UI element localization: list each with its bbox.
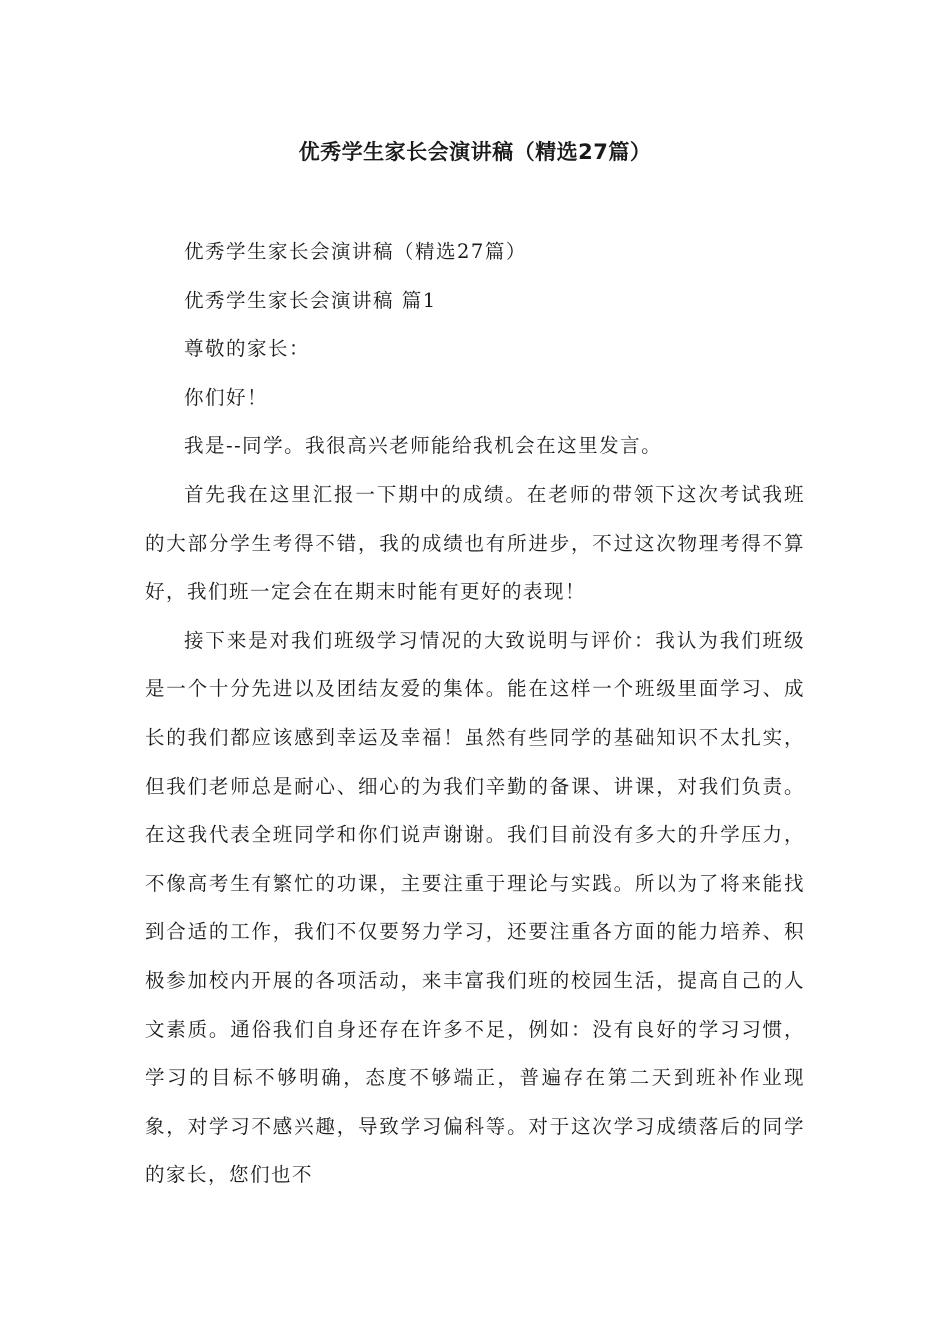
paragraph-salutation: 尊敬的家长： bbox=[184, 337, 311, 361]
paragraph-greeting: 你们好！ bbox=[184, 385, 269, 409]
paragraph-grades-report: 首先我在这里汇报一下期中的成绩。在老师的带领下这次考试我班的大部分学生考得不错，我的成绩也有所进步，不过这次物理考得不算好，我们班一定会在在期末时能有更好的表现！ bbox=[145, 482, 805, 604]
document-body bbox=[145, 228, 805, 1200]
paragraph-section-heading: 优秀学生家长会演讲稿 篇1 bbox=[184, 288, 437, 312]
document-title: 优秀学生家长会演讲稿（精选27篇） bbox=[298, 140, 652, 164]
paragraph-subtitle: 优秀学生家长会演讲稿（精选27篇） bbox=[184, 240, 527, 263]
paragraph-introduction: 我是--同学。我很高兴老师能给我机会在这里发言。 bbox=[184, 434, 663, 458]
paragraph-class-evaluation: 接下来是对我们班级学习情况的大致说明与评价：我认为我们班级是一个十分先进以及团结友爱的集体。能在这样一个班级里面学习、成长的我们都应该感到幸运及幸福！虽然有些同学的基础知识不太扎实，但我们老师总是耐心、细心的为我们辛勤的备课、讲课，对我们负责。在这我代表全班同学和你们说声谢谢。我们目前没有多大的升学压力，不像高考生有繁忙的功课，主要注重于理论与实践。所以为了将来能找到合适的工作，我们不仅要努力学习，还要注重各方面的能力培养、积极参加校内开展的各项活动，来丰富我们班的校园生活，提高自己的人文素质。通俗我们自身还存在许多不足，例如：没有良好的学习习惯，学习的目标不够明确，态度不够端正，普遍存在第二天到班补作业现象，对学习不感兴趣，导致学习偏科等。对于这次学习成绩落后的同学的家长，您们也不 bbox=[145, 628, 805, 1187]
